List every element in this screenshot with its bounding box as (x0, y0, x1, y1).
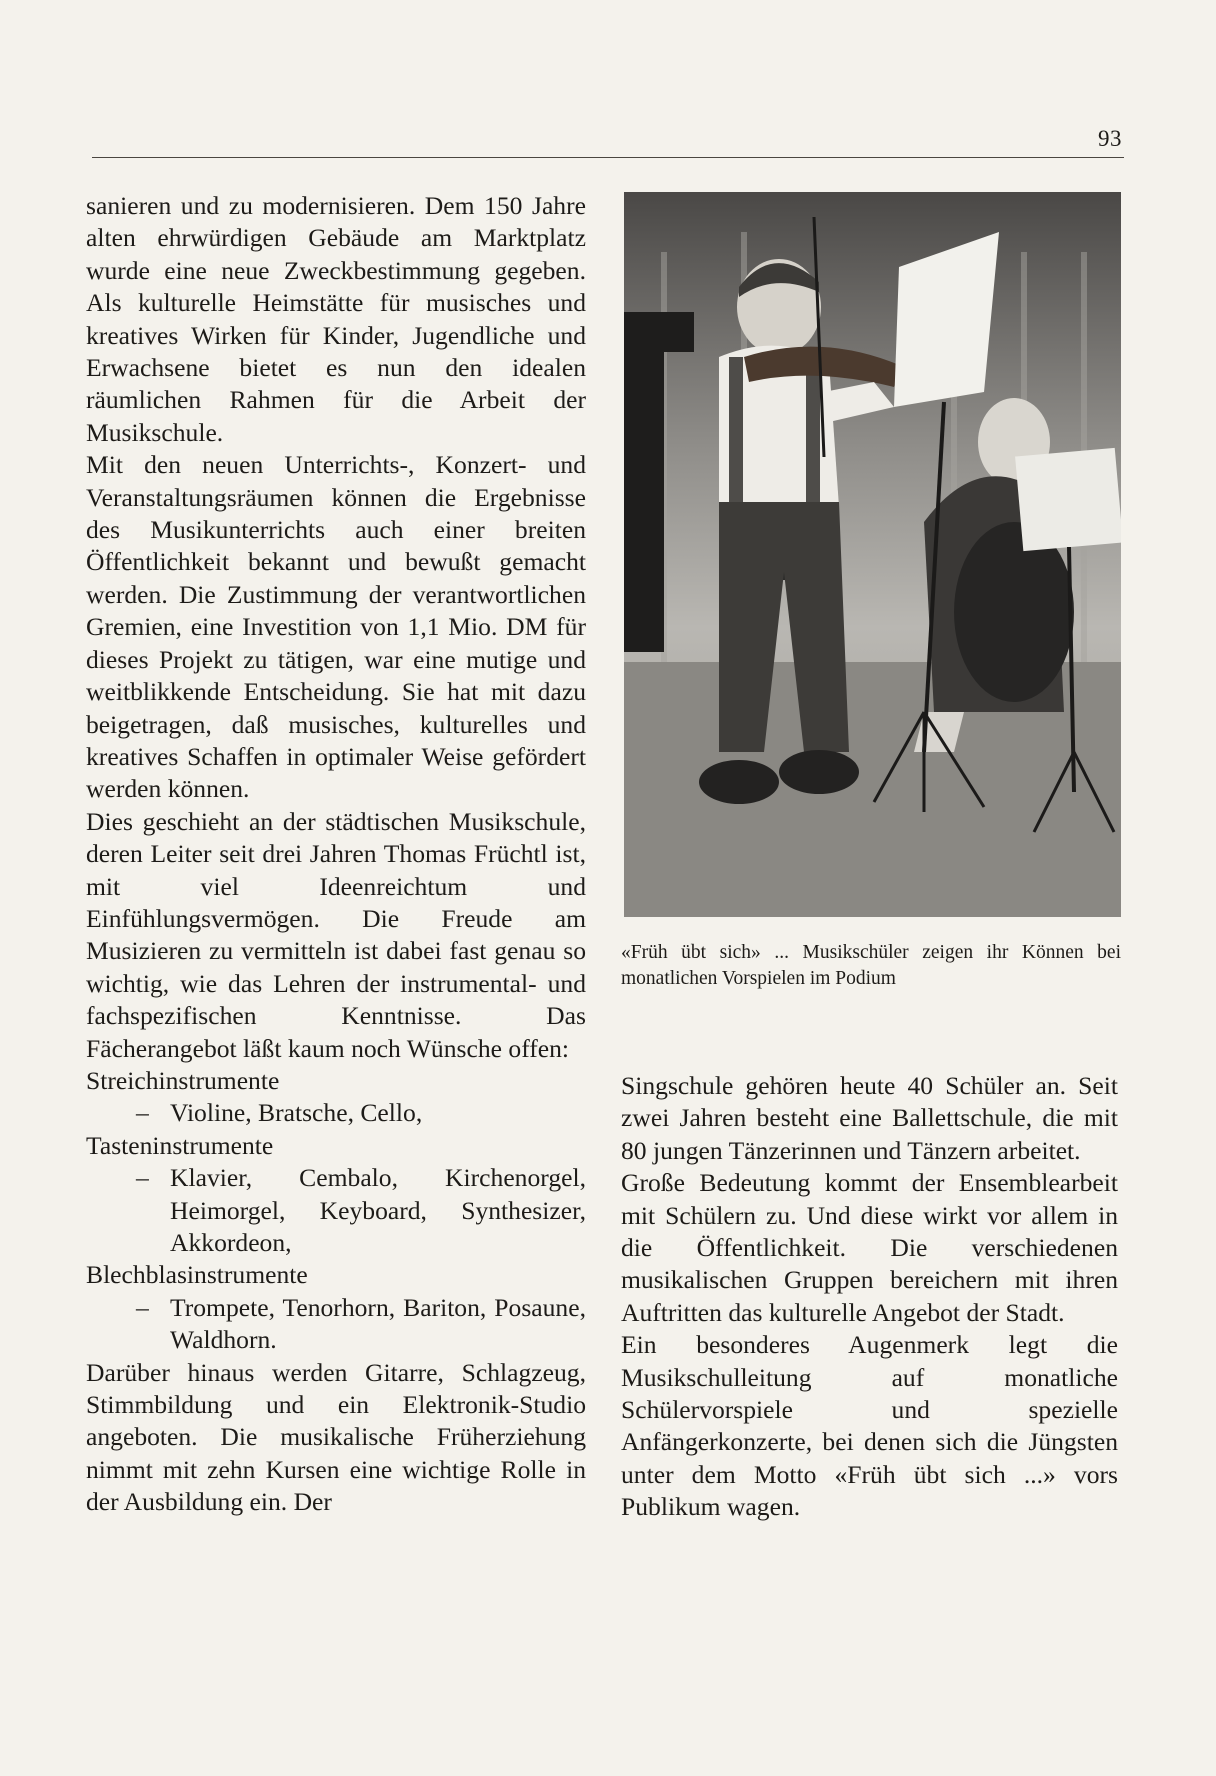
list-dash: – (136, 1163, 149, 1193)
instrument-group-item (136, 1097, 586, 1129)
instrument-group-item (136, 1292, 586, 1357)
left-column (86, 190, 586, 1519)
right-column (621, 1070, 1118, 1524)
instrument-names: Klavier, Cembalo, Kirchenorgel, Heimorgel, Keyboard, Synthesizer, Akkordeon, (170, 1163, 586, 1257)
paragraph: Mit den neuen Unterrichts-, Konzert- und Veranstaltungsräumen können die Ergebnisse des Musikunterrichts auch einer breiten Öffentlichkeit bekannt und bewußt gemacht werden. Die Zustimmung der verantwortlichen Gremien, eine Investition von 1,1 Mio. DM für dieses Projekt zu tätigen, war eine mutige und weitblikkende Entscheidung. Sie hat mit dazu beigetragen, daß musisches, kulturelles und kreatives Schaffen in optimaler Weise gefördert werden können. (86, 450, 586, 804)
instrument-group-heading: Blechblasinstrumente (86, 1260, 308, 1290)
instrument-names: Violine, Bratsche, Cello, (170, 1098, 423, 1128)
instrument-group-heading: Tasteninstrumente (86, 1130, 274, 1160)
list-dash: – (136, 1292, 149, 1322)
paragraph: Darüber hinaus werden Gitarre, Schlagzeug, Stimmbildung und ein Elektronik-Studio angeboten. Die musikalische Früherziehung nimmt mit zehn Kursen eine wichtige Rolle in der Ausbildung ein. Der (86, 1357, 586, 1517)
header-rule (92, 157, 1124, 158)
paragraph: Dies geschieht an der städtischen Musikschule, deren Leiter seit drei Jahren Thomas Früchtl ist, mit viel Ideenreichtum und Einfühlungsvermögen. Die Freude am Musizieren zu vermitteln ist dabei fast genau so wichtig, wie das Lehren der instrumental- und fachspezifischen Kenntnisse. Das Fächerangebot läßt kaum noch Wünsche offen: (86, 806, 586, 1063)
paragraph: Singschule gehören heute 40 Schüler an. Seit zwei Jahren besteht eine Ballettschule, die mit 80 jungen Tänzerinnen und Tänzern arbeitet. (621, 1071, 1118, 1165)
page-number: 93 (1098, 126, 1122, 151)
list-dash: – (136, 1098, 149, 1128)
instrument-group-heading: Streichinstrumente (86, 1065, 280, 1095)
instrument-names: Trompete, Tenorhorn, Bariton, Posaune, Waldhorn. (170, 1292, 586, 1355)
photo-caption: «Früh übt sich» ... Musikschüler zeigen ihr Können bei monatlichen Vorspielen im Podium (621, 942, 1121, 989)
paragraph: Große Bedeutung kommt der Ensemblearbeit mit Schülern zu. Und diese wirkt vor allem in die Öffentlichkeit. Die verschiedenen musikalischen Gruppen bereichern mit ihren Auftritten das kulturelle Angebot der Stadt. (621, 1168, 1118, 1327)
paragraph: sanieren und zu modernisieren. Dem 150 Jahre alten ehrwürdigen Gebäude am Marktplatz wurde eine neue Zweckbestimmung gegeben. Als kulturelle Heimstätte für musisches und kreatives Wirken für Kinder, Jugendliche und Erwachsene bietet es nun den idealen räumlichen Rahmen für die Arbeit der Musikschule. (86, 191, 586, 447)
instrument-list (86, 1065, 586, 1357)
photo-illustration (624, 192, 1121, 917)
paragraph: Ein besonderes Augenmerk legt die Musikschulleitung auf monatliche Schülervorspiele und spezielle Anfängerkonzerte, bei denen sich die Jüngsten unter dem Motto «Früh übt sich ...» vors Publikum wagen. (621, 1330, 1118, 1522)
instrument-group-item (136, 1162, 586, 1259)
photo-violinist (624, 192, 1121, 917)
